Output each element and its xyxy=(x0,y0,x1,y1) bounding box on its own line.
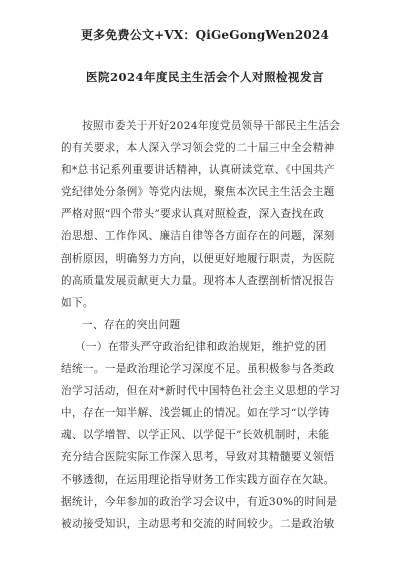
body-line: 的高质量发展贡献更大力量。现将本人查摆剖析情况报告 xyxy=(61,274,335,287)
subsection-heading: （一）在带头严守政治纪律和政治规矩，维护党的团 xyxy=(75,340,327,353)
body-line: 和*总书记系列重要讲话精神，认真研读党章、《中国共产 xyxy=(61,164,335,177)
body-line: 魂、以学增智、以学正风、以学促干”长效机制时，未能 xyxy=(61,429,330,442)
section-heading: 一、存在的突出问题 xyxy=(82,318,181,331)
body-line: 如下。 xyxy=(61,296,94,309)
body-line: 治思想、工作作风、廉洁自律等各方面存在的问题，深刻 xyxy=(61,230,335,243)
body-line: 党纪律处分条例》等党内法规，聚焦本次民主生活会主题 xyxy=(61,186,335,199)
body-line: 结统一。一是政治理论学习深度不足。虽积极参与各类政 xyxy=(61,363,335,376)
body-line: 被动接受知识，主动思考和交流的时间较少。二是政治敏 xyxy=(61,517,335,530)
body-line: 中，存在一知半解、浅尝辄止的情况。如在学习“以学铸 xyxy=(61,407,330,420)
document-body xyxy=(61,115,353,535)
body-line: 治学习活动，但在对*新时代中国特色社会主义思想的学习 xyxy=(61,385,341,398)
body-line: 按照市委关于开好2024年度党员领导干部民主生活会 xyxy=(82,120,341,132)
document-title: 医院2024年度民主生活会个人对照检视发言 xyxy=(85,70,324,84)
body-line: 据统计，今年参加的政治学习会议中，有近30%的时间是 xyxy=(61,495,338,508)
body-line: 充分结合医院实际工作深入思考，导致对其精髓要义领悟 xyxy=(61,451,335,464)
body-line: 剖析原因，明确努力方向，以便更好地履行职责，为医院 xyxy=(61,252,335,265)
body-line: 不够透彻，在运用理论指导财务工作实践方面存在欠缺。 xyxy=(61,473,335,486)
promo-banner: 更多免费公文+VX：QiGeGongWen2024 xyxy=(80,28,330,42)
body-line: 的有关要求，本人深入学习领会党的二十届三中全会精神 xyxy=(61,142,335,155)
body-line: 严格对照“四个带头”要求认真对照检查，深入查找在政 xyxy=(61,208,325,221)
